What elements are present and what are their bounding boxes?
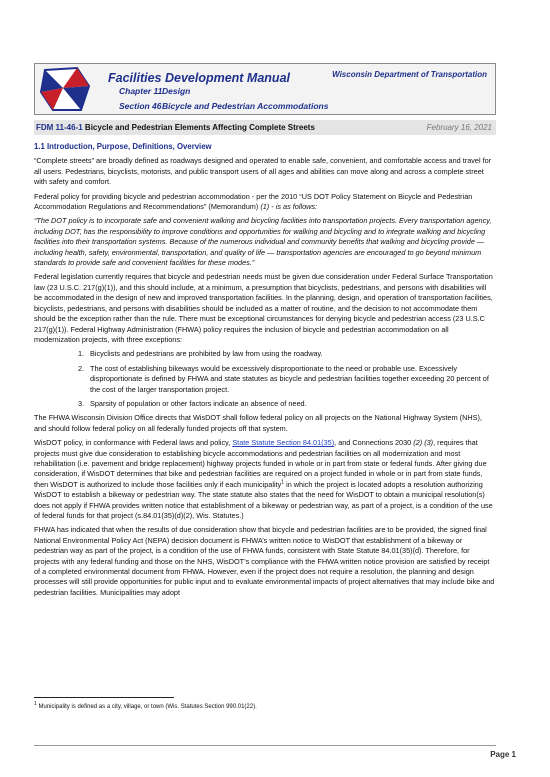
paragraph-text: , and Connections 2030 <box>334 438 414 448</box>
section-line <box>119 101 329 111</box>
paragraph-fhwa-division: The FHWA Wisconsin Division Office directs that WisDOT shall follow federal policy on all projects on the National Highway System (NHS), and should follow federal policy on all federally funded projects off that system. <box>34 413 482 433</box>
citation-text: (2) (3) <box>413 438 434 448</box>
document-body <box>34 142 496 602</box>
paragraph-fhwa-indicated: FHWA has indicated that when the results of due consideration show that bicycle and pedestrian facilities are to be provided, the signed final National Environmental Policy Act (NEPA) decision document is FHWA’s written notice to WisDOT that establishment of a bikeway or pedestrian way as part of the project, is a condition of the use of FHWA funds, consistent with State Statute 84.01(35)(d). Therefore, for projects with any federal funding and those on the NHS, WisDOT’s compliance with the FHWA written notice provision are satisfied by receipt of a completed environmental document from FHWA. However, even if the project does not require a resolution, the planning and design processes will still provide opportunities for public input and to evaluate environmental impacts of project alternatives that may include bike and pedestrian facilities. Municipalities may adopt <box>34 525 495 597</box>
paragraph-wisdot-policy <box>34 438 496 521</box>
chapter-name: Design <box>162 86 191 96</box>
paragraph-federal-legislation: Federal legislation currently requires that bicycle and pedestrian needs must be given due consideration under Federal Surface Transportation law (23 U.S.C. 217(g)(1)), and this should include, at a minimum, a presumption that bicyclists, pedestrians, and persons with disabilities will be accommodated in the design of new and improved transportation facilities. In the planning, design, and operation of transportation facilities, bicyclists, pedestrians, and persons with disabilities should be included as a matter of routine, and the decision to not accommodate them should be the exception rather than the rule. There must be exceptional circumstances for denying bicycle and pedestrian access (23 U.S.C 217(g)(1)). Federal Highway Administration (FHWA) policy requires the inclusion of bicycle and pedestrian accommodation on all modernization projects, with three exceptions: <box>34 272 493 344</box>
section-heading: 1.1 Introduction, Purpose, Definitions, Overview <box>34 142 212 151</box>
policy-quote: “The DOT policy is to incorporate safe and convenient walking and bicycling facilities into transportation projects. Every transportation agency, including DOT, has the responsibility to improve conditions and opportunities for walking and bicycling and to integrate walking and bicycling facilities into their transportation systems. Because of the numerous individual and community benefits that walking and bicycling provide — including health, safety, environmental, transportation, and quality of life — transportation agencies are encouraged to go beyond minimum standards to provide safe and convenient facilities for these modes.” <box>34 216 492 268</box>
footnote-marker: 1 <box>34 701 37 707</box>
list-text: Sparsity of population or other factors indicate an absence of need. <box>90 398 307 408</box>
paragraph-text: in which the project is located adopts a resolution authorizing WisDOT to establish a bikeway or pedestrian way. The state statute also states that the need for WisDOT to obtain a municipal resolution(s) does not apply if FHWA provides written notice that establishment of a bikeway or pedestrian way, as part of a project, is a condition of the use of federal funds for that project (s.84.01(35)(d)(2), Wis. Statutes.) <box>34 479 493 520</box>
paragraph-text: WisDOT policy, in conformance with Federal laws and policy, <box>34 438 233 448</box>
document-title-bar <box>34 120 496 135</box>
document-date: February 16, 2021 <box>426 123 492 132</box>
department-name: Wisconsin Department of Transportation <box>332 70 487 79</box>
list-text: The cost of establishing bikeways would be excessively disproportionate to the need or probable use. Excessively disproportionate is defined by FHWA and state statutes as bicycle and pedestrian facilities together exceeding 20 percent of the cost of the larger transportation project. <box>90 363 489 394</box>
list-item <box>34 399 496 409</box>
page-number: Page 1 <box>490 750 516 759</box>
paragraph-complete-streets: “Complete streets” are broadly defined as roadways designed and operated to enable safe, convenient, and comfortable access and travel for all users. Pedestrians, bicyclists, motorists, and public transport users of all ages and abilities can move along and across a complete street with safety and comfort. <box>34 156 492 187</box>
chapter-line <box>119 86 191 96</box>
chapter-label: Chapter 11 <box>119 86 163 96</box>
list-number: 2. <box>78 363 85 373</box>
paragraph-federal-policy <box>34 192 496 213</box>
exceptions-list <box>34 349 496 409</box>
manual-title: Facilities Development Manual <box>108 71 290 85</box>
document-header <box>34 63 496 115</box>
fdm-number: FDM 11-46-1 <box>36 123 83 132</box>
list-item <box>34 349 496 359</box>
list-text: Bicyclists and pedestrians are prohibited by law from using the roadway. <box>90 349 323 359</box>
page-footer-divider <box>34 745 496 746</box>
section-label: Section 46 <box>119 101 162 111</box>
citation-text: (1) - is as follows: <box>260 202 318 212</box>
list-number: 1. <box>78 349 85 359</box>
footnote-ref[interactable]: 1 <box>281 479 285 486</box>
section-name: Bicycle and Pedestrian Accommodations <box>162 101 329 111</box>
footnote-divider <box>34 697 174 698</box>
statute-link[interactable]: State Statute Section 84.01(35) <box>232 438 335 448</box>
list-item <box>34 364 496 395</box>
paragraph-text: Federal policy for providing bicycle and pedestrian accommodation - per the 2010 “US DOT Policy Statement on Bicycle and Pedestrian Accommodation Regulations and Recommendations” (Memorandum) <box>34 191 473 212</box>
document-title: Bicycle and Pedestrian Elements Affecting Complete Streets <box>84 123 315 132</box>
footnote <box>34 701 257 710</box>
footnote-text: Municipality is defined as a city, village, or town (Wis. Statutes Section 990.01(22). <box>36 704 257 710</box>
wisdot-logo <box>37 66 95 112</box>
paragraph-text: , requires that projects must give due consideration to establishing bicycle accommodations and pedestrian facilities on all modernization and most rehabilitation (i.e. pavement and bridge replacement) highway projects funded in whole or in part from state or federal funds. After giving due consideration, if WisDOT determines that bike and pedestrian facilities are required on a project funded in whole or in part from state funds, then WisDOT is authorized to include those facilities only if each municipality <box>34 438 487 489</box>
list-number: 3. <box>78 398 85 408</box>
